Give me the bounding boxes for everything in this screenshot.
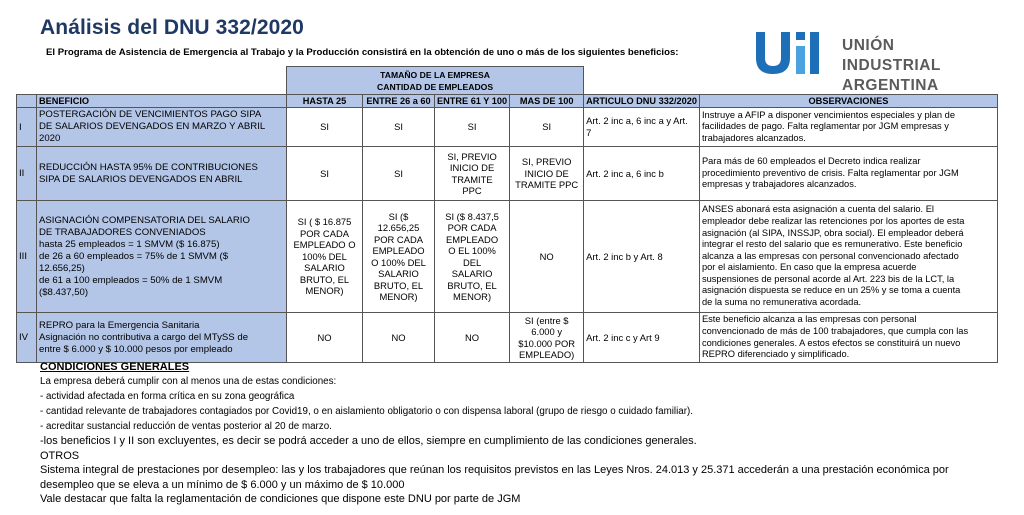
mas-100-cell — [510, 108, 584, 147]
mas-100-cell-line: $10.000 POR — [518, 337, 576, 349]
observations-cell-line: de la suma no remunerativa acordada. — [701, 297, 862, 308]
otros-heading: OTROS — [40, 449, 80, 462]
entre-26-60-cell-line: O 100% DEL — [371, 256, 426, 268]
hasta-25-cell — [287, 201, 363, 313]
company-size-header — [287, 67, 584, 95]
condition-line: - actividad afectada en forma crítica en su zona geográfica — [40, 391, 295, 402]
table-header-row — [17, 95, 998, 108]
benefit-cell — [37, 201, 287, 313]
observations-cell-line: alcanza a las empresas con personal convencionado afectado — [701, 250, 959, 261]
entre-26-60-cell-line: SI — [394, 167, 403, 179]
otros-line: desempleo que se eleva a un mínimo de $ 6.000 y un máximo de $ 10.000 — [40, 478, 405, 491]
benefit-cell-line: de 61 a 100 empleados = 50% de 1 SMVM — [39, 274, 223, 286]
observations-cell-line: ANSES abonará esta asignación a cuenta del salario. El — [701, 204, 934, 215]
mas-100-cell-line: INICIO DE — [524, 167, 569, 179]
mas-100-cell-line: NO — [539, 250, 554, 262]
benefit-cell-line: POSTERGACIÓN DE VENCIMIENTOS PAGO SIPA — [39, 109, 262, 120]
observations-cell-line: REPRO diferenciado y simplificado. — [701, 349, 850, 360]
entre-26-60-cell-line: SI ($ — [388, 210, 409, 222]
benefit-cell-line: 12.656,25) — [39, 262, 85, 274]
entre-61-100-cell-line: SI, PREVIO — [447, 150, 497, 162]
hasta-25-cell-line: SALARIO — [304, 262, 345, 274]
benefit-cell-line: DE TRABAJADORES CONVENIADOS — [39, 226, 206, 238]
article-cell — [584, 313, 700, 363]
mas-100-cell-line: EMPLEADO) — [519, 349, 575, 360]
entre-61-100-cell-line: INICIO DE — [449, 162, 495, 173]
hasta-25-cell-line: POR CADA — [300, 227, 349, 239]
hasta-25-cell — [287, 313, 363, 363]
benefit-cell-line: REDUCCIÓN HASTA 95% DE CONTRIBUCIONES — [39, 161, 258, 173]
entre-61-100-cell — [435, 201, 510, 313]
hasta-25-cell-line: NO — [317, 331, 332, 343]
conditions-section — [40, 360, 1000, 507]
col-header-hasta-25: HASTA 25 — [287, 95, 363, 108]
mas-100-cell-line: SI — [542, 121, 552, 133]
entre-26-60-cell-line: SALARIO — [378, 268, 419, 279]
article-cell-line: Art. 2 inc b y Art. 8 — [586, 250, 663, 262]
benefit-cell — [37, 108, 287, 147]
benefit-cell-line: SIPA DE SALARIOS DEVENGADOS EN ABRIL — [39, 173, 243, 185]
article-cell — [584, 147, 700, 201]
col-header-61-100: ENTRE 61 Y 100 — [435, 95, 510, 108]
benefit-cell-line: ($8.437,50) — [39, 286, 89, 298]
benefit-cell-line: ASIGNACIÓN COMPENSATORIA DEL SALARIO — [39, 214, 250, 226]
hasta-25-cell-line: MENOR) — [305, 285, 344, 297]
table-row — [17, 147, 998, 201]
col-header-articulo: ARTICULO DNU 332/2020 — [584, 95, 700, 108]
condition-line: - acreditar sustancial reducción de ventas posterior al 20 de marzo. — [40, 421, 332, 432]
col-header-beneficio: BENEFICIO — [37, 95, 287, 108]
entre-61-100-cell-line: PPC — [462, 185, 482, 196]
page-subtitle: El Programa de Asistencia de Emergencia al Trabajo y la Producción consistirá en la obtención de uno o más de los siguientes beneficios: — [46, 47, 679, 58]
entre-26-60-cell-line: MENOR) — [379, 291, 418, 302]
hasta-25-cell — [287, 108, 363, 147]
mas-100-cell — [510, 313, 584, 363]
entre-61-100-cell-line: MENOR) — [453, 291, 492, 302]
entre-61-100-cell-line: EMPLEADO — [446, 233, 499, 245]
mas-100-cell — [510, 201, 584, 313]
entre-61-100-cell-line: NO — [465, 331, 480, 343]
company-size-line2: CANTIDAD DE EMPLEADOS — [377, 81, 494, 92]
observations-cell — [699, 201, 997, 313]
entre-61-100-cell-line: DEL — [462, 256, 482, 268]
observations-cell-line: convencionado de más de 100 trabajadores, que cumpla con las — [701, 325, 969, 336]
entre-61-100-cell-line: O EL 100% — [448, 245, 496, 256]
row-number: I — [17, 108, 37, 147]
entre-26-60-cell-line: SI — [394, 121, 403, 133]
entre-26-60-cell-line: BRUTO, EL — [373, 279, 424, 291]
observations-cell-line: Este beneficio alcanza a las empresas con personal — [701, 314, 917, 325]
benefit-cell-line: DE SALARIOS DEVENGADOS EN MARZO Y ABRIL — [39, 121, 266, 132]
benefit-cell-line: de 26 a 60 empleados = 75% de 1 SMVM ($ — [39, 250, 229, 262]
mas-100-cell-line: 6.000 y — [531, 326, 563, 337]
table-row — [17, 108, 998, 147]
observations-cell-line: trabajadores alcanzados. — [701, 132, 806, 143]
page-title: Análisis del DNU 332/2020 — [40, 16, 304, 39]
mas-100-cell-line: TRAMITE PPC — [515, 179, 579, 191]
observations-cell — [699, 313, 997, 363]
article-cell — [584, 108, 700, 147]
table-row — [17, 313, 998, 363]
benefit-cell — [37, 313, 287, 363]
otros-line: Vale destacar que falta la reglamentación de condiciones que dispone este DNU por parte de JGM — [40, 493, 521, 505]
entre-26-60-cell-line: NO — [391, 331, 406, 343]
benefit-cell-line: Asignación no contributiva a cargo del MTySS de — [39, 331, 249, 343]
benefit-cell-line: REPRO para la Emergencia Sanitaria — [39, 319, 200, 331]
observations-cell-line: suspensiones de personal acorde al Art. 223 bis de la LCT, la — [701, 273, 955, 284]
entre-26-60-cell — [363, 147, 435, 201]
observations-cell-line: asignación dispuesta se reduce en un 25% y se toma a cuenta — [701, 285, 961, 296]
col-header-26-60: ENTRE 26 a 60 — [363, 95, 435, 108]
entre-26-60-cell-line: EMPLEADO — [372, 245, 425, 256]
entre-61-100-cell-line: POR CADA — [447, 222, 497, 233]
conditions-heading: CONDICIONES GENERALES — [40, 361, 190, 373]
entre-26-60-cell-line: POR CADA — [374, 233, 423, 245]
article-cell — [584, 201, 700, 313]
entre-61-100-cell — [435, 108, 510, 147]
article-cell-line: Art. 2 inc a, 6 inc b — [586, 167, 664, 179]
entre-26-60-cell — [363, 108, 435, 147]
entre-61-100-cell-line: SI — [467, 121, 477, 133]
observations-cell — [699, 147, 997, 201]
article-cell-line: Art. 2 inc c y Art 9 — [586, 331, 660, 343]
observations-cell-line: condiciones generales. A estos efectos se constituirá un nuevo — [701, 337, 961, 348]
otros-line: Sistema integral de prestaciones por desempleo: las y los trabajadores que reúnan los requisitos previstos en las Leyes Nros. 24.013 y 25.371 accederán a una prestación económica por — [40, 464, 949, 476]
benefit-cell — [37, 147, 287, 201]
condition-line: -los beneficios I y II son excluyentes, es decir se podrá acceder a uno de ellos, siempre en cumplimiento de las condiciones generales. — [40, 435, 697, 447]
entre-61-100-cell-line: SALARIO — [451, 268, 493, 279]
entre-61-100-cell-line: BRUTO, EL — [447, 279, 497, 291]
hasta-25-cell-line: 100% DEL — [302, 250, 347, 262]
article-cell-line: 7 — [586, 127, 592, 138]
col-header-observaciones: OBSERVACIONES — [699, 95, 997, 108]
article-cell-line: Art. 2 inc a, 6 inc a y Art. — [586, 115, 688, 126]
hasta-25-cell-line: SI ( $ 16.875 — [297, 216, 352, 228]
entre-61-100-cell-line: TRAMITE — [451, 173, 493, 185]
mas-100-cell-line: SI (entre $ — [524, 314, 569, 326]
hasta-25-cell-line: EMPLEADO O — [293, 239, 356, 251]
observations-cell-line: por el aislamiento. En caso que la empresa acuerde — [701, 262, 917, 273]
row-number: II — [17, 147, 37, 201]
observations-cell-line: Para más de 60 empleados el Decreto indica realizar — [701, 156, 921, 167]
col-header-mas-100: MAS DE 100 — [510, 95, 584, 108]
entre-26-60-cell — [363, 201, 435, 313]
observations-cell-line: facilidades de pago. Falta reglamentar por JGM empresas y — [701, 121, 949, 132]
observations-cell-line: empleador debe realizar las retenciones por los aportes de esta — [701, 215, 965, 226]
observations-cell-line: asignación (al SIPA, INSSJP, obra social). El empleador deberá — [701, 227, 964, 238]
observations-cell-line: integrar el resto del salario que es remunerativo. Este beneficio — [701, 239, 963, 250]
entre-26-60-cell — [363, 313, 435, 363]
mas-100-cell-line: SI, PREVIO — [521, 156, 572, 168]
entre-61-100-cell — [435, 147, 510, 201]
mas-100-cell — [510, 147, 584, 201]
entre-61-100-cell — [435, 313, 510, 363]
entre-61-100-cell-line: SI ($ 8.437,5 — [445, 210, 499, 222]
table-row — [17, 201, 998, 313]
observations-cell-line: Instruye a AFIP a disponer vencimientos especiales y plan de — [701, 109, 955, 120]
row-number: IV — [17, 313, 37, 363]
benefit-cell-line: entre $ 6.000 y $ 10.000 pesos por empleado — [39, 343, 233, 355]
observations-cell-line: procedimiento preventivo de crisis. Falta reglamentar por JGM — [701, 167, 959, 178]
hasta-25-cell-line: BRUTO, EL — [299, 273, 350, 285]
row-number: III — [17, 201, 37, 313]
hasta-25-cell-line: SI — [320, 167, 329, 179]
hasta-25-cell — [287, 147, 363, 201]
company-size-line1: TAMAÑO DE LA EMPRESA — [380, 69, 490, 80]
observations-cell-line: empresas y trabajadores alcanzados. — [701, 179, 857, 190]
entre-26-60-cell-line: 12.656,25 — [377, 222, 420, 233]
observations-cell — [699, 108, 997, 147]
benefit-cell-line: hasta 25 empleados = 1 SMVM ($ 16.875) — [39, 238, 220, 250]
condition-line: La empresa deberá cumplir con al menos una de estas condiciones: — [40, 376, 337, 387]
benefits-table — [16, 66, 998, 363]
benefit-cell-line: 2020 — [39, 133, 61, 144]
condition-line: - cantidad relevante de trabajadores contagiados por Covid19, o en aislamiento obligatorio o con dispensa laboral (grupo de riesgo o cuidado familiar). — [40, 406, 693, 417]
logo-line2: ARGENTINA — [842, 77, 939, 94]
logo-line1: UNIÓN INDUSTRIAL — [842, 37, 941, 74]
hasta-25-cell-line: SI — [320, 121, 329, 133]
